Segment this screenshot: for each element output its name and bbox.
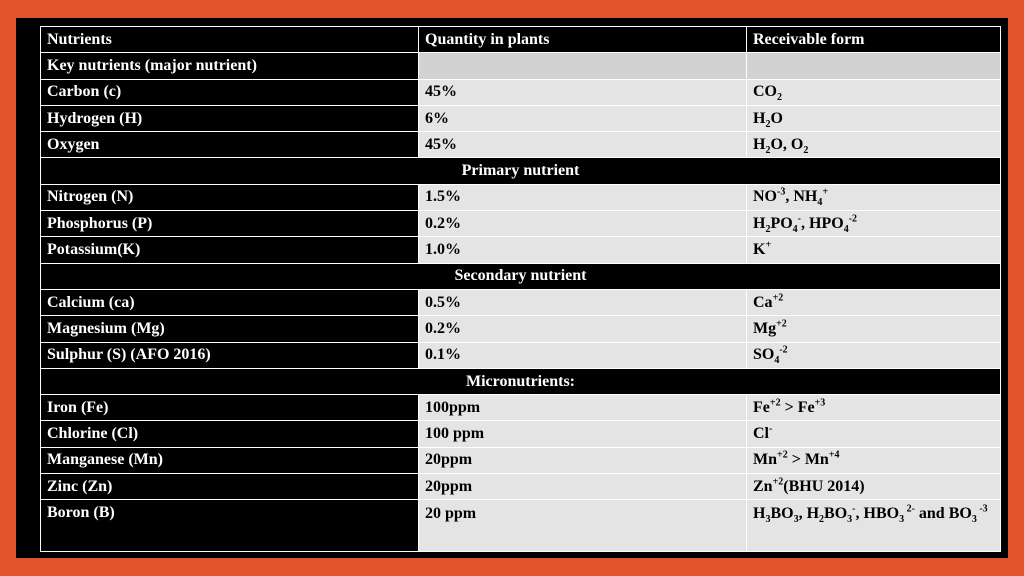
section-title: Secondary nutrient — [41, 263, 1001, 289]
table-row — [41, 500, 1001, 552]
table-row — [41, 105, 1001, 131]
slide-frame — [16, 18, 1008, 558]
form-cell: $SO_4^{-2}$ — [747, 342, 1001, 368]
table-row — [41, 395, 1001, 421]
nutrient-cell: Chlorine (Cl) — [41, 421, 419, 447]
table-row — [41, 447, 1001, 473]
section-row-secondary — [41, 263, 1001, 289]
form-cell: $H_2O$, $O_2$ — [747, 132, 1001, 158]
header-form: Receivable form — [747, 27, 1001, 53]
quantity-cell: 0.1% — [419, 342, 747, 368]
form-cell: $Ca^{+2}$ — [747, 289, 1001, 315]
nutrient-cell: Nitrogen (N) — [41, 184, 419, 210]
quantity-cell: 1.5% — [419, 184, 747, 210]
nutrient-cell: Manganese (Mn) — [41, 447, 419, 473]
form-cell: $Mn^{+2} > Mn^{+4}$ — [747, 447, 1001, 473]
nutrient-cell: Hydrogen (H) — [41, 105, 419, 131]
table-row — [41, 316, 1001, 342]
quantity-cell: 6% — [419, 105, 747, 131]
form-cell: $H_2PO_4^-$, $HPO_4^{-2}$ — [747, 211, 1001, 237]
table-row — [41, 474, 1001, 500]
section-title: Micronutrients: — [41, 368, 1001, 394]
table-row — [41, 237, 1001, 263]
nutrient-cell: Potassium(K) — [41, 237, 419, 263]
quantity-cell: 45% — [419, 132, 747, 158]
nutrient-cell: Boron (B) — [41, 500, 419, 552]
table-row — [41, 79, 1001, 105]
section-row-primary — [41, 158, 1001, 184]
quantity-cell: 0.5% — [419, 289, 747, 315]
table-row — [41, 342, 1001, 368]
quantity-cell: 20ppm — [419, 474, 747, 500]
header-nutrients: Nutrients — [41, 27, 419, 53]
form-cell: $Mg^{+2}$ — [747, 316, 1001, 342]
quantity-cell: 0.2% — [419, 211, 747, 237]
form-cell: $NO^{-3}$, $NH_4^+$ — [747, 184, 1001, 210]
table-row — [41, 184, 1001, 210]
section-row-micro — [41, 368, 1001, 394]
quantity-cell: 45% — [419, 79, 747, 105]
quantity-cell: 100 ppm — [419, 421, 747, 447]
nutrient-table — [40, 26, 1001, 552]
quantity-cell: 20 ppm — [419, 500, 747, 552]
quantity-cell: 100ppm — [419, 395, 747, 421]
table-row — [41, 132, 1001, 158]
form-cell: Cl- — [747, 421, 1001, 447]
empty-cell — [747, 53, 1001, 79]
form-cell: $CO_2$ — [747, 79, 1001, 105]
nutrient-cell: Iron (Fe) — [41, 395, 419, 421]
nutrient-cell: Magnesium (Mg) — [41, 316, 419, 342]
table-row — [41, 289, 1001, 315]
table-row — [41, 211, 1001, 237]
quantity-cell: 20ppm — [419, 447, 747, 473]
nutrient-cell: Calcium (ca) — [41, 289, 419, 315]
empty-cell — [419, 53, 747, 79]
form-cell: K+ — [747, 237, 1001, 263]
form-cell: $H_3BO_3$, $H_2BO_3^-$, $HBO_3$ $^{2-}$ and $BO_3$ $^{-3}$ — [747, 500, 1001, 552]
section-title: Primary nutrient — [41, 158, 1001, 184]
nutrient-cell: Zinc (Zn) — [41, 474, 419, 500]
nutrient-cell: Oxygen — [41, 132, 419, 158]
header-quantity: Quantity in plants — [419, 27, 747, 53]
nutrient-cell: Sulphur (S) (AFO 2016) — [41, 342, 419, 368]
form-cell: $Zn^{+2}(BHU$ 2014) — [747, 474, 1001, 500]
form-cell: $H_2O$ — [747, 105, 1001, 131]
quantity-cell: 0.2% — [419, 316, 747, 342]
form-cell: $Fe^{+2} > Fe^{+3}$ — [747, 395, 1001, 421]
table-row — [41, 421, 1001, 447]
group-key-label: Key nutrients (major nutrient) — [41, 53, 419, 79]
nutrient-cell: Carbon (c) — [41, 79, 419, 105]
quantity-cell: 1.0% — [419, 237, 747, 263]
group-key-row — [41, 53, 1001, 79]
table-header-row — [41, 27, 1001, 53]
nutrient-cell: Phosphorus (P) — [41, 211, 419, 237]
